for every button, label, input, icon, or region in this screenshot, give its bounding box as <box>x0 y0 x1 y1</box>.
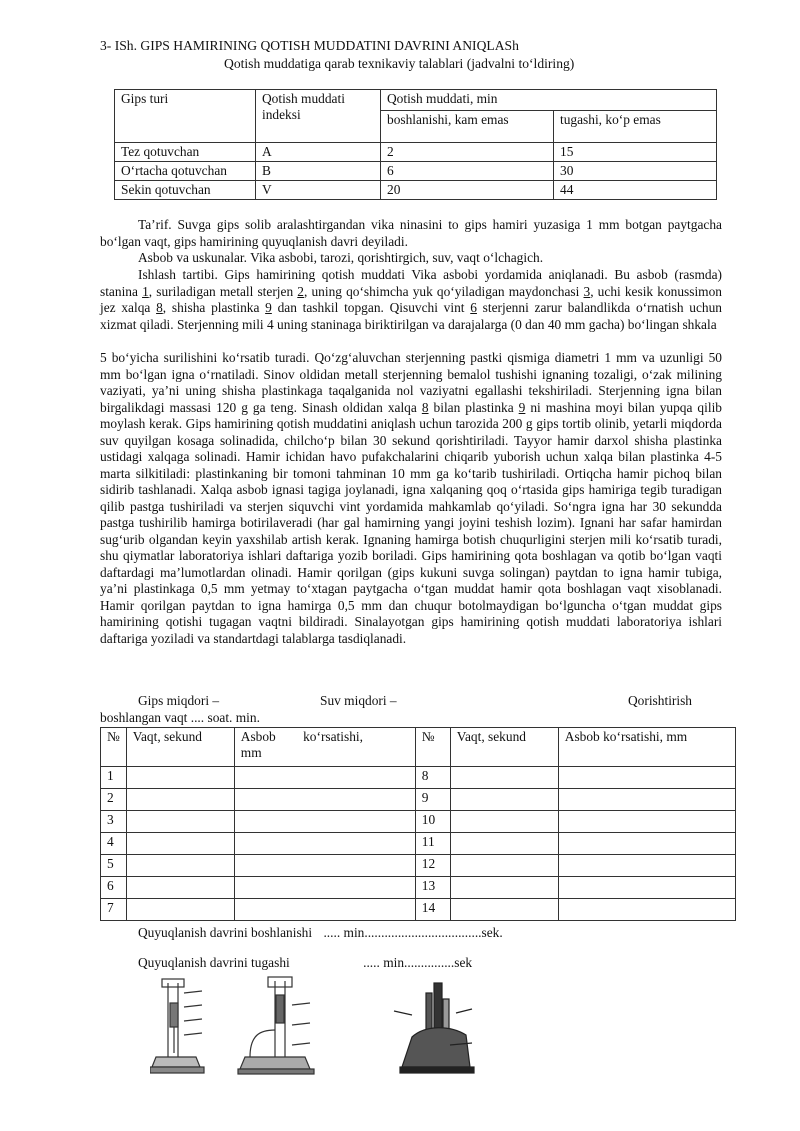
requirements-table <box>114 89 717 200</box>
cell-start: 2 <box>381 143 554 162</box>
part-number: 1 <box>142 283 149 299</box>
text-run: , suriladigan metall sterjen <box>148 283 298 299</box>
text-run: sterjenni zarur balandlikda o‘rnatish uchun xizmat qiladi. Sterjenning mili 4 uning staninaga biriktirilgan va darajalarga (0 dan 40 mm gacha) bo‘lingan shkala <box>100 300 723 332</box>
vicat-apparatus-figures <box>150 975 510 1085</box>
setting-start-blank: ..... min...................................sek. <box>323 925 503 940</box>
cell-start: 6 <box>381 162 554 181</box>
procedure-paragraph-continued <box>100 350 722 647</box>
setting-start-label: Quyuqlanish davrini boshlanishi <box>138 925 313 940</box>
row-number: 12 <box>415 855 450 877</box>
time-cell[interactable] <box>126 767 234 789</box>
measurement-table <box>100 727 736 921</box>
table-row <box>101 855 736 877</box>
header-index: Qotish muddati indeksi <box>256 90 381 143</box>
header-gips-type: Gips turi <box>115 90 256 143</box>
page-subtitle: Qotish muddatiga qarab texnikaviy talablari (jadvalni to‘ldiring) <box>224 56 575 71</box>
time-cell[interactable] <box>126 833 234 855</box>
table-row <box>115 143 717 162</box>
time-cell[interactable] <box>126 789 234 811</box>
time-cell[interactable] <box>126 899 234 921</box>
setting-end-blank: ..... min...............sek <box>363 955 473 970</box>
part-number: 6 <box>470 300 477 315</box>
row-number: 1 <box>101 767 127 789</box>
header-no-2: № <box>415 728 450 767</box>
header-reading: Asbob ko‘rsatishi, mm <box>234 728 415 767</box>
table-row <box>115 162 717 181</box>
definition-paragraph: Ta’rif. Suvga gips solib aralashtirgandan vika ninasini to gips hamiri yuzasiga 1 mm botgan paytgacha bo‘lgan vaqt, gips hamirining quyuqlanish davri deyiladi. <box>100 217 722 249</box>
row-number: 7 <box>101 899 127 921</box>
reading-cell[interactable] <box>558 789 735 811</box>
cell-type: O‘rtacha qotuvchan <box>115 162 256 181</box>
part-number: 8 <box>421 399 429 415</box>
time-cell[interactable] <box>126 811 234 833</box>
reading-cell[interactable] <box>558 811 735 833</box>
text-run: , shisha plastinka <box>162 300 266 315</box>
row-number: 8 <box>415 767 450 789</box>
part-number: 8 <box>156 300 163 315</box>
vicat-apparatus-photo-illustration <box>394 983 474 1073</box>
amounts-line <box>100 693 722 710</box>
table-row <box>101 767 736 789</box>
reading-cell[interactable] <box>234 811 415 833</box>
time-cell[interactable] <box>450 833 558 855</box>
reading-cell[interactable] <box>558 833 735 855</box>
cell-end: 15 <box>554 143 717 162</box>
setting-start-line <box>138 925 503 941</box>
reading-cell[interactable] <box>234 767 415 789</box>
setting-end-label: Quyuqlanish davrini tugashi <box>138 955 290 970</box>
header-time: Vaqt, sekund <box>126 728 234 767</box>
text-run: dan tashkil topgan. Qisuvchi vint <box>271 300 471 315</box>
time-cell[interactable] <box>126 855 234 877</box>
row-number: 11 <box>415 833 450 855</box>
time-cell[interactable] <box>450 899 558 921</box>
time-cell[interactable] <box>450 789 558 811</box>
part-number: 3 <box>583 283 591 299</box>
reading-cell[interactable] <box>558 767 735 789</box>
reading-cell[interactable] <box>558 877 735 899</box>
time-cell[interactable] <box>450 811 558 833</box>
water-amount-label: Suv miqdori – <box>320 693 397 708</box>
header-start: boshlanishi, kam emas <box>381 110 554 142</box>
setting-end-line <box>138 955 472 971</box>
time-cell[interactable] <box>126 877 234 899</box>
text-run: Ishlash tartibi. Gips hamirining qotish muddati Vika asbobi yordamida aniqlanadi. Bu asbob (rasmda) stanina <box>100 267 722 299</box>
row-number: 6 <box>101 877 127 899</box>
gips-amount-label: Gips miqdori – <box>138 693 220 708</box>
row-number: 10 <box>415 811 450 833</box>
cell-type: Tez qotuvchan <box>115 143 256 162</box>
row-number: 3 <box>101 811 127 833</box>
mixing-time-line: boshlangan vaqt .... soat. min. <box>100 710 260 725</box>
header-reading-2: Asbob ko‘rsatishi, mm <box>558 728 735 767</box>
cell-index: A <box>256 143 381 162</box>
header-end: tugashi, ko‘p emas <box>554 110 717 142</box>
table-row <box>115 181 717 200</box>
row-number: 9 <box>415 789 450 811</box>
text-run: , uning qo‘shimcha yuk qo‘yiladigan maydonchasi <box>303 283 584 299</box>
table-row <box>101 899 736 921</box>
mixing-label: Qorishtirish <box>628 693 692 708</box>
reading-cell[interactable] <box>558 899 735 921</box>
row-number: 2 <box>101 789 127 811</box>
time-cell[interactable] <box>450 767 558 789</box>
reading-cell[interactable] <box>234 789 415 811</box>
table-row <box>101 811 736 833</box>
time-cell[interactable] <box>450 855 558 877</box>
text-run: ni mashina moyi bilan yupqa qilib moylash kerak. Gips hamirining qotish muddatini aniqlash uchun tarozida 200 g gips tortib olinib, yetarli miqdorda suv quyilgan kosaga solinadida, chilcho‘p bilan 30 sekund qorishtiriladi. Tayyor hamir darxol shisha plastinka ustidagi xalqaga solinadi. Hamir ichidan havo pufakchalarini chiqarib yuborish uchun xalqa bilan plastinka 4-5 marta silkitiladi: plastinkaning bir tomoni tahminan 10 mm ga ko‘tarib tushiriladi. Ortiqcha hamir pichoq bilan sidirib tashlanadi. Xalqa asbob ignasi tagiga joylanadi, igna xalqaning qoq o‘rtasida gips hamiriga tegib turadigan qilib pastga tushiriladi va sterjen siquvchi vint yordamida mahkamlab qo‘yiladi. So‘ngra igna har 30 sekundda pastga tushirilib hamirga botirilaveradi (har gal hamirning yangi joyini teshish lozim). Ignani har safar hamirdan sug‘urib olgandan keyin yaxshilab artish kerak. Ignaning hamirga botish chuqurligini sterjen mili ko‘rsatib turadi, shu qiymatlar laboratoriya ishlari daftariga yozib boriladi. Gips hamirining qota boshlagan va qotib bo‘lgan vaqti daftardagi ma’lumotlardan olinadi. Hamir qorilgan (gips kukuni suvga solingan) paytdan to igna hamir tubiga, ya’ni plastinkaga 0,5 mm yetmay to‘xtagan paytgacha o‘tgan muddat hamir qota boshlagan vaqt xisoblanadi. Hamir qorilgan paytdan to igna hamirga 0,5 mm dan chuqur botolmaydigan bo‘lguncha o‘tgan muddat gips hamirining qotishi tugagan vaqtni bildiradi. Sinalayotgan gips hamirining qotish muddati laboratoriya ishlari daftariga yoziladi va standartdagi talablarga tasdiqlanadi. <box>100 399 722 646</box>
cell-index: B <box>256 162 381 181</box>
cell-index: V <box>256 181 381 200</box>
header-no: № <box>101 728 127 767</box>
header-time-2: Vaqt, sekund <box>450 728 558 767</box>
cell-start: 20 <box>381 181 554 200</box>
procedure-paragraph <box>100 267 722 333</box>
text-run: 5 bo‘yicha surilishini ko‘rsatib turadi. Qo‘zg‘aluvchan sterjenning pastki qismiga diametri 1 mm va uzunligi 50 mm bo‘lgan igna o‘rnatiladi. Sinov oldidan metall sterjenning bemalol tushishi ignaning tozaligi, o‘zak milining vaziyati, ya’ni uning shisha plastinkaga taqalganida nol vaziyatni egallashi tekshiriladi. Sterjenning igna bilan birgalikdagi massasi 120 g ga teng. Sinash oldidan xalqa <box>100 350 722 415</box>
row-number: 4 <box>101 833 127 855</box>
cell-end: 30 <box>554 162 717 181</box>
reading-cell[interactable] <box>234 877 415 899</box>
reading-cell[interactable] <box>234 899 415 921</box>
text-run: bilan plastinka <box>428 399 519 415</box>
tools-paragraph: Asbob va uskunalar. Vika asbobi, tarozi, qorishtirgich, suv, vaqt o‘lchagich. <box>138 250 544 265</box>
row-number: 5 <box>101 855 127 877</box>
cell-end: 44 <box>554 181 717 200</box>
table-row <box>101 833 736 855</box>
table-row <box>101 877 736 899</box>
text-run: , uchi kesik konussimon jez xalqa <box>100 283 722 315</box>
page-title: 3- ISh. GIPS HAMIRINING QOTISH MUDDATINI DAVRINI ANIQLASh <box>100 38 519 53</box>
header-setting-time: Qotish muddati, min <box>381 90 717 111</box>
part-number: 9 <box>265 300 272 315</box>
reading-cell[interactable] <box>234 855 415 877</box>
part-number: 9 <box>518 399 526 415</box>
vicat-apparatus-front-illustration <box>150 979 204 1073</box>
time-cell[interactable] <box>450 877 558 899</box>
reading-cell[interactable] <box>234 833 415 855</box>
cell-type: Sekin qotuvchan <box>115 181 256 200</box>
row-number: 13 <box>415 877 450 899</box>
reading-cell[interactable] <box>558 855 735 877</box>
table-row <box>101 789 736 811</box>
row-number: 14 <box>415 899 450 921</box>
vicat-apparatus-side-illustration <box>238 977 314 1074</box>
part-number: 2 <box>297 283 304 299</box>
